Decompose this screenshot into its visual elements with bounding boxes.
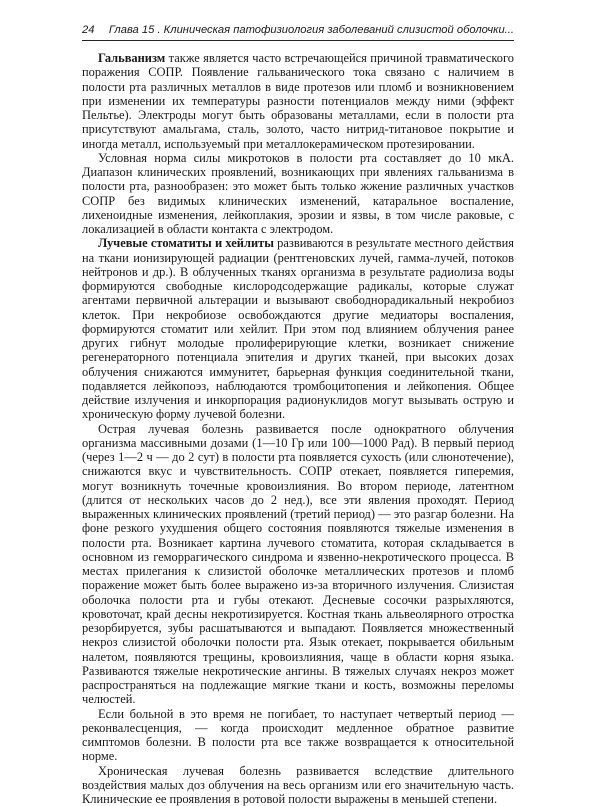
page-number: 24	[82, 22, 94, 38]
paragraph-text: также является часто встречающейся причиной травматического поражения СОПР. Появление гальванического тока связано с наличием в полости рта различных металлов в виде протезов или пломб и возникновением при изменении их температуры разности потенциалов между ними (эффект Пельтье). Электроды могут быть образованы металлами, если в полости рта присутствуют амальгама, сталь, золото, часто нитрид-титановое покрытие и иногда металл, используемый при металлокерамическом протезировании.	[82, 51, 514, 151]
term-radiation-stomatitis: Лучевые стоматиты и хейлиты	[98, 236, 274, 250]
body-text	[82, 51, 514, 806]
paragraph-chronic-radiation	[82, 764, 514, 806]
paragraph-acute-radiation	[82, 422, 514, 707]
paragraph-text: Хроническая лучевая болезнь развивается вследствие длительного воздействия малых доз облучения на весь организм или его значительную часть. Клинические ее проявления в ротовой полости выражены в меньшей степени.	[82, 764, 514, 806]
paragraph-galvanism	[82, 51, 514, 151]
running-header	[82, 22, 514, 41]
chapter-title: Глава 15 . Клиническая патофизиология заболеваний слизистой оболочки...	[109, 22, 514, 38]
paragraph-text: Условная норма силы микротоков в полости рта составляет до 10 мкА. Диапазон клинических проявлений, возникающих при явлениях гальванизма в полости рта, разнообразен: это может быть только жжение различных участков СОПР без видимых клинических изменений, катаральное воспаление, лихеноидные изменения, лейкоплакия, эрозии и язвы, в том числе раковые, с локализацией в области контакта с электродом.	[82, 151, 514, 236]
paragraph-text: Если больной в это время не погибает, то наступает четвертый период — реконвалесценция, — когда происходит медленное обратное развитие симптомов болезни. В полости рта все также возвращается к относительной норме.	[82, 707, 514, 764]
paragraph-radiation-stomatitis	[82, 236, 514, 421]
paragraph-microcurrent	[82, 151, 514, 237]
paragraph-text: Острая лучевая болезнь развивается после однократного облучения организма массивными дозами (1—10 Гр или 100—1000 Рад). В первый период (через 1—2 ч — до 2 сут) в полости рта появляется сухость (или слюнотечение), снижаются вкус и чувствительность. СОПР отекает, появляется гиперемия, могут возникнуть точечные кровоизлияния. Во втором периоде, латентном (длится от нескольких часов до 2 нед.), все эти явления проходят. Период выраженных клинических проявлений (третий период) — это разгар болезни. На фоне резкого ухудшения общего состояния появляются тяжелые изменения в полости рта. Возникает картина лучевого стоматита, которая складывается в основном из геморрагического синдрома и язвенно-некротического процесса. В местах прилегания к слизистой оболочке металлических протезов и пломб поражение может быть более выражено из-за вторичного излучения. Слизистая оболочка полости рта и губы отекают. Десневые сосочки разрыхляются, кровоточат, край десны некротизируется. Костная ткань альвеолярного отростка резорбируется, зубы расшатываются и выпадают. Появляется множественный некроз слизистой оболочки полости рта. Язык отекает, покрывается обильным налетом, появляются трещины, кровоизлияния, чаще в области корня языка. Развиваются тяжелые некротические ангины. В тяжелых случаях некроз может распространяться на подлежащие мягкие ткани и кость, возможны переломы челюстей.	[82, 422, 514, 707]
term-galvanism: Гальванизм	[98, 51, 165, 65]
paragraph-text: развиваются в результате местного действия на ткани ионизирующей радиации (рентгеновских лучей, гамма-лучей, потоков нейтронов и др.). В облученных тканях организма в результате радиолиза воды формируются свободные кислородсодержащие радикалы, которые служат агентами первичной альтерации и вызывают свободнорадикальный некробиоз клеток. При некробиозе освобождаются другие медиаторы воспаления, формируются стоматит или хейлит. При этом под влиянием облучения ранее других гибнут молодые пролиферирующие клетки, возникает снижение регенераторного потенциала эпителия и других тканей, при высоких дозах облучения снижаются иммунитет, барьерная функция соединительной ткани, подавляется лейкопоэз, наблюдаются тромбоцитопения и лейкопения. Общее действие излучения и инкорпорация радионуклидов могут вызывать острую и хроническую форму лучевой болезни.	[82, 236, 514, 421]
paragraph-convalescence	[82, 707, 514, 764]
